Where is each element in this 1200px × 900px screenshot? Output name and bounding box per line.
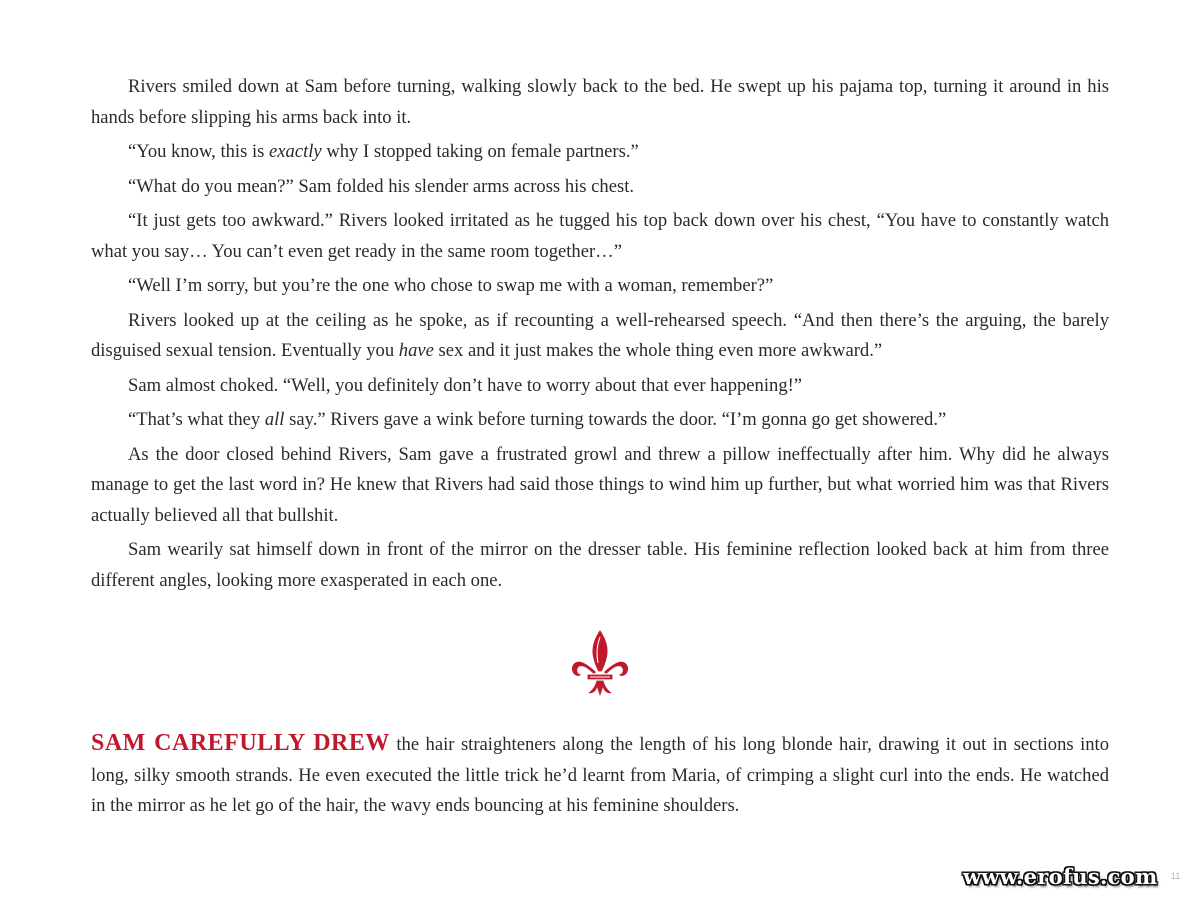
paragraph-text: “What do you mean?” Sam folded his slender arms across his chest. xyxy=(128,175,635,197)
paragraph xyxy=(91,137,1109,168)
paragraph xyxy=(91,72,1109,133)
paragraph xyxy=(91,271,1109,302)
paragraph-text: why I stopped taking on female partners.” xyxy=(321,141,639,162)
paragraph-text: sex and it just makes the whole thing even more awkward.” xyxy=(433,340,883,361)
emphasis-text: all xyxy=(264,409,285,430)
paragraph-text: “That’s what they xyxy=(128,409,265,430)
paragraph-text: Rivers smiled down at Sam before turning, walking slowly back to the bed. He swept up his pajama top, turning it around in his hands before slipping his arms back into it. xyxy=(91,76,1109,128)
section-opening-paragraph xyxy=(91,728,1109,822)
drop-caps-lead-in: SAM CAREFULLY DREW xyxy=(91,730,390,756)
paragraph-text: “Well I’m sorry, but you’re the one who chose to swap me with a woman, remember?” xyxy=(128,275,774,296)
body-text xyxy=(91,72,1109,600)
paragraph xyxy=(91,306,1109,367)
paragraph xyxy=(91,172,1109,203)
paragraph-text: Sam wearily sat himself down in front of the mirror on the dresser table. His feminine reflection looked back at him from three different angles, looking more exasperated in each one. xyxy=(91,539,1109,591)
paragraph-text: Sam almost choked. “Well, you definitely don’t have to worry about that ever happening!” xyxy=(128,374,803,396)
paragraph xyxy=(91,405,1109,436)
paragraph xyxy=(91,371,1109,402)
watermark: www.erofus.com xyxy=(963,864,1158,889)
paragraph-text: “It just gets too awkward.” Rivers looked irritated as he tugged his top back down over his chest, “You have to constantly watch what you say… You can’t even get ready in the same room together…” xyxy=(91,210,1109,262)
fleur-de-lis-icon xyxy=(569,627,631,699)
paragraph xyxy=(91,535,1109,596)
emphasis-text: exactly xyxy=(269,141,322,162)
paragraph-text: As the door closed behind Rivers, Sam gave a frustrated growl and threw a pillow ineffectually after him. Why did he always manage to get the last word in? He knew that Rivers had said those things to wind him up further, but what worried him was that Rivers actually believed all that bullshit. xyxy=(91,443,1109,526)
paragraph-text: the hair straighteners along the length of his long blonde hair, drawing it out in sections into long, silky smooth strands. He even executed the little trick he’d learnt from Maria, of crimping a slight curl into the ends. He watched in the mirror as he let go of the hair, the wavy ends bouncing at his feminine shoulders. xyxy=(91,734,1109,816)
paragraph xyxy=(91,440,1109,532)
paragraph-text: Rivers looked up at the ceiling as he spoke, as if recounting a well-rehearsed speech. “And then there’s the arguing, the barely disguised sexual tension. Eventually you xyxy=(91,309,1109,361)
page-number: 11 xyxy=(1171,871,1181,881)
emphasis-text: have xyxy=(398,340,434,361)
paragraph-text: “You know, this is xyxy=(128,141,270,162)
paragraph xyxy=(91,206,1109,267)
paragraph-text: say.” Rivers gave a wink before turning towards the door. “I’m gonna go get showered.” xyxy=(284,409,947,430)
